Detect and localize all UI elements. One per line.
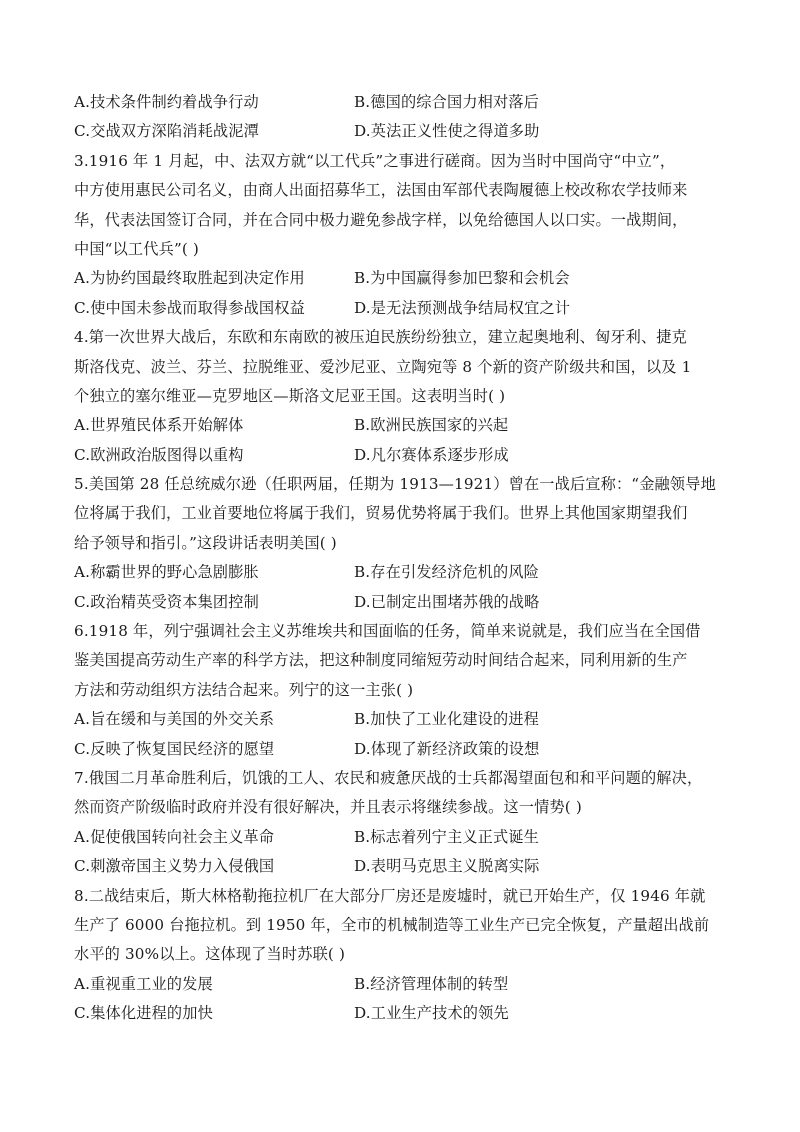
question-5 (74, 470, 726, 617)
question-stem-line: 个独立的塞尔维亚—克罗地区—斯洛文尼亚王国。这表明当时( ) (74, 386, 506, 405)
option-d: D.表明马克思主义脱离实际 (354, 857, 540, 876)
question-stem-line: 斯洛伐克、波兰、芬兰、拉脱维亚、爱沙尼亚、立陶宛等 8 个新的资产阶级共和国，以及 1 (74, 357, 692, 376)
option-d: D.凡尔赛体系逐步形成 (354, 445, 509, 464)
option-a: A.称霸世界的野心急剧膨胀 (74, 563, 259, 582)
question-stem-line: 中方使用惠民公司名义，由商人出面招募华工，法国由军部代表陶履德上校改称农学技师来 (74, 181, 688, 200)
options-row (74, 823, 726, 852)
options-row (74, 852, 726, 881)
question-stem-line: 4.第一次世界大战后，东欧和东南欧的被压迫民族纷纷独立，建立起奥地利、匈牙利、捷克 (74, 328, 687, 347)
question-4 (74, 323, 726, 470)
question-stem-line: 5.美国第 28 任总统威尔逊（任职两届，任期为 1913—1921）曾在一战后宣称：“金融领导地 (74, 475, 716, 494)
options-row (74, 294, 726, 323)
question-stem-line: 华，代表法国签订合同，并在合同中极力避免参战字样，以免给德国人以口实。一战期间， (74, 210, 688, 229)
question-stem-line: 8.二战结束后，斯大林格勒拖拉机厂在大部分厂房还是废墟时，就已开始生产，仅 1946 年就 (74, 886, 706, 905)
option-a: A.旨在缓和与美国的外交关系 (74, 710, 275, 729)
question-7 (74, 764, 726, 882)
option-a: A.为协约国最终取胜起到决定作用 (74, 269, 305, 288)
q2-option-a: A.技术条件制约着战争行动 (74, 93, 259, 111)
options-row (74, 735, 726, 764)
question-3 (74, 147, 726, 323)
option-d: D.体现了新经济政策的设想 (354, 739, 540, 758)
question-stem-line: 中国“以工代兵”( ) (74, 239, 199, 258)
option-b: B.加快了工业化建设的进程 (354, 710, 540, 729)
option-c: C.反映了恢复国民经济的愿望 (74, 739, 275, 758)
option-a: A.世界殖民体系开始解体 (74, 416, 244, 435)
q2-option-d: D.英法正义性使之得道多助 (354, 122, 540, 141)
q2-option-b: B.德国的综合国力相对落后 (354, 93, 540, 111)
option-c: C.刺激帝国主义势力入侵俄国 (74, 857, 275, 876)
options-row (74, 264, 726, 293)
q2-options-row-2 (74, 117, 726, 146)
option-b: B.存在引发经济危机的风险 (354, 563, 540, 582)
question-stem-line: 给予领导和指引。”这段讲话表明美国( ) (74, 533, 337, 552)
question-stem-line: 方法和劳动组织方法结合起来。列宁的这一主张( ) (74, 680, 414, 699)
question-stem-line: 6.1918 年，列宁强调社会主义苏维埃共和国面临的任务，简单来说就是，我们应当在全国借 (74, 622, 701, 641)
option-d: D.工业生产技术的领先 (354, 1004, 509, 1023)
question-stem-line: 7.俄国二月革命胜利后，饥饿的工人、农民和疲惫厌战的士兵都渴望面包和和平问题的解决， (74, 768, 703, 787)
question-8 (74, 882, 726, 1029)
question-stem-line: 位将属于我们，工业首要地位将属于我们，贸易优势将属于我们。世界上其他国家期望我们 (74, 504, 688, 523)
question-stem-line: 生产了 6000 台拖拉机。到 1950 年，全市的机械制造等工业生产已完全恢复，产量超出战前 (74, 915, 710, 934)
question-stem-line: 然而资产阶级临时政府并没有很好解决，并且表示将继续参战。这一情势( ) (74, 798, 582, 817)
option-c: C.政治精英受资本集团控制 (74, 592, 259, 611)
option-b: B.经济管理体制的转型 (354, 974, 509, 993)
q2-options-row-1 (74, 88, 726, 117)
options-row (74, 558, 726, 587)
option-b: B.欧洲民族国家的兴起 (354, 416, 509, 435)
question-stem-line: 3.1916 年 1 月起，中、法双方就“以工代兵”之事进行磋商。因为当时中国尚守“中立”， (74, 151, 676, 170)
q2-option-c: C.交战双方深陷消耗战泥潭 (74, 122, 259, 141)
exam-page (74, 88, 726, 1029)
options-row (74, 705, 726, 734)
options-row (74, 588, 726, 617)
question-6 (74, 617, 726, 764)
option-a: A.重视重工业的发展 (74, 974, 213, 993)
option-c: C.欧洲政治版图得以重构 (74, 445, 244, 464)
options-row (74, 411, 726, 440)
options-row (74, 999, 726, 1028)
option-d: D.是无法预测战争结局权宜之计 (354, 298, 571, 317)
question-stem-line: 水平的 30%以上。这体现了当时苏联( ) (74, 945, 346, 964)
option-b: B.为中国赢得参加巴黎和会机会 (354, 269, 570, 288)
option-c: C.集体化进程的加快 (74, 1004, 213, 1023)
option-c: C.使中国未参战而取得参战国权益 (74, 298, 305, 317)
options-row (74, 970, 726, 999)
option-a: A.促使俄国转向社会主义革命 (74, 827, 275, 846)
option-d: D.已制定出围堵苏俄的战略 (354, 592, 540, 611)
question-stem-line: 鉴美国提高劳动生产率的科学方法，把这种制度同缩短劳动时间结合起来，同利用新的生产 (74, 651, 688, 670)
options-row (74, 441, 726, 470)
option-b: B.标志着列宁主义正式诞生 (354, 827, 540, 846)
